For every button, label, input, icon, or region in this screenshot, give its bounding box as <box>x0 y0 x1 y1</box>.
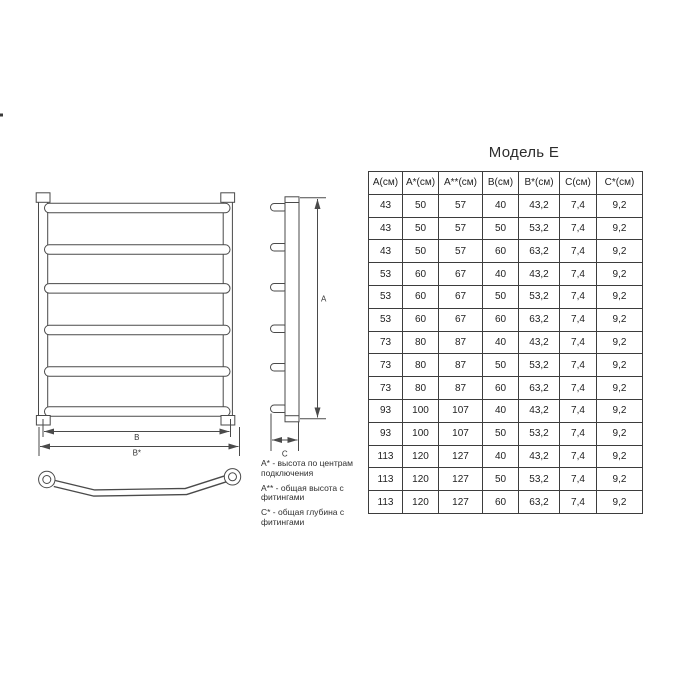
table-cell: 93 <box>369 399 403 422</box>
table-body <box>369 194 643 513</box>
table-cell: 7,4 <box>560 445 597 468</box>
table-cell: 7,4 <box>560 491 597 514</box>
table-cell: 43 <box>369 217 403 240</box>
rung <box>45 325 231 335</box>
front-rungs <box>45 203 231 416</box>
column-header-5: С(см) <box>560 172 597 195</box>
table-cell: 9,2 <box>597 263 643 286</box>
table-cell: 7,4 <box>560 354 597 377</box>
table-row <box>369 491 643 514</box>
dimension-label-b: В <box>134 433 140 442</box>
table-cell: 113 <box>369 445 403 468</box>
table-cell: 113 <box>369 491 403 514</box>
table-cell: 53 <box>369 308 403 331</box>
table-cell: 9,2 <box>597 194 643 217</box>
table-cell: 80 <box>403 377 439 400</box>
table-cell: 40 <box>483 331 519 354</box>
table-cell: 60 <box>403 285 439 308</box>
table-cell: 50 <box>483 354 519 377</box>
table-cell: 63,2 <box>519 377 560 400</box>
table-cell: 60 <box>483 308 519 331</box>
table-cell: 60 <box>483 240 519 263</box>
table-cell: 63,2 <box>519 308 560 331</box>
table-cell: 9,2 <box>597 377 643 400</box>
dimension-label-c: С <box>281 449 288 459</box>
table-cell: 100 <box>403 399 439 422</box>
table-cell: 127 <box>439 491 483 514</box>
scan-artifact <box>0 114 3 117</box>
curved-rung-top-view <box>39 469 241 493</box>
table-cell: 7,4 <box>560 308 597 331</box>
rung <box>45 367 231 377</box>
right-fitting-ring <box>224 469 240 485</box>
dimensions-table <box>368 171 643 514</box>
table-header-row <box>369 172 643 195</box>
table-cell: 40 <box>483 194 519 217</box>
table-cell: 43,2 <box>519 263 560 286</box>
table-cell: 50 <box>403 194 439 217</box>
dimension-label-b-star: В* <box>132 448 142 458</box>
table-cell: 9,2 <box>597 468 643 491</box>
table-row <box>369 263 643 286</box>
rung <box>45 284 231 294</box>
table-cell: 9,2 <box>597 445 643 468</box>
table-cell: 93 <box>369 422 403 445</box>
table-cell: 9,2 <box>597 240 643 263</box>
table-row <box>369 308 643 331</box>
table-cell: 127 <box>439 445 483 468</box>
table-cell: 43,2 <box>519 445 560 468</box>
column-header-3: В(см) <box>483 172 519 195</box>
table-cell: 9,2 <box>597 399 643 422</box>
table-cell: 7,4 <box>560 422 597 445</box>
table-row <box>369 377 643 400</box>
dimension-b <box>43 419 231 442</box>
rung <box>45 245 231 255</box>
table-cell: 40 <box>483 445 519 468</box>
legend-item-a-double-star: А** - общая высота с фитингами <box>261 482 344 503</box>
front-left-post <box>39 200 48 417</box>
table-cell: 80 <box>403 354 439 377</box>
column-header-4: В*(см) <box>519 172 560 195</box>
legend-item-c-star: С* - общая глубина с фитингами <box>261 507 345 527</box>
table-cell: 120 <box>403 468 439 491</box>
table-cell: 7,4 <box>560 377 597 400</box>
table-row <box>369 445 643 468</box>
table-cell: 43,2 <box>519 331 560 354</box>
table-cell: 53,2 <box>519 354 560 377</box>
table-cell: 67 <box>439 308 483 331</box>
table-row <box>369 194 643 217</box>
table-cell: 7,4 <box>560 331 597 354</box>
table-cell: 50 <box>483 217 519 240</box>
table-cell: 7,4 <box>560 240 597 263</box>
table-cell: 7,4 <box>560 399 597 422</box>
table-cell: 60 <box>483 491 519 514</box>
table-cell: 87 <box>439 377 483 400</box>
table-cell: 57 <box>439 217 483 240</box>
table-cell: 9,2 <box>597 285 643 308</box>
table-row <box>369 331 643 354</box>
table-cell: 63,2 <box>519 491 560 514</box>
page-title: Модель Е <box>488 144 560 161</box>
table-cell: 9,2 <box>597 354 643 377</box>
table-cell: 53,2 <box>519 468 560 491</box>
table-row <box>369 399 643 422</box>
table-row <box>369 217 643 240</box>
column-header-0: А(см) <box>369 172 403 195</box>
column-header-1: А*(см) <box>403 172 439 195</box>
side-post <box>285 197 299 422</box>
table-cell: 100 <box>403 422 439 445</box>
table-cell: 40 <box>483 263 519 286</box>
table-cell: 50 <box>483 422 519 445</box>
table-row <box>369 354 643 377</box>
table-cell: 73 <box>369 354 403 377</box>
legend-item-a-star: А* - высота по центрам подключения <box>261 458 354 478</box>
table-cell: 43,2 <box>519 194 560 217</box>
table-cell: 53,2 <box>519 285 560 308</box>
table-cell: 127 <box>439 468 483 491</box>
table-cell: 9,2 <box>597 217 643 240</box>
table-cell: 73 <box>369 377 403 400</box>
front-left-post-cap <box>36 193 50 203</box>
column-header-6: С*(см) <box>597 172 643 195</box>
table-cell: 9,2 <box>597 331 643 354</box>
table-cell: 107 <box>439 399 483 422</box>
table-row <box>369 285 643 308</box>
front-right-post-foot <box>221 416 235 426</box>
table-cell: 120 <box>403 445 439 468</box>
table-cell: 87 <box>439 354 483 377</box>
table-cell: 9,2 <box>597 308 643 331</box>
table-cell: 7,4 <box>560 217 597 240</box>
table-cell: 53 <box>369 285 403 308</box>
dimension-label-a: А <box>321 294 327 304</box>
table-cell: 43 <box>369 240 403 263</box>
table-cell: 7,4 <box>560 263 597 286</box>
table-cell: 9,2 <box>597 491 643 514</box>
table-cell: 67 <box>439 263 483 286</box>
table-cell: 60 <box>483 377 519 400</box>
table-cell: 120 <box>403 491 439 514</box>
front-right-post <box>223 200 232 417</box>
table-cell: 43,2 <box>519 399 560 422</box>
table-cell: 107 <box>439 422 483 445</box>
legend <box>261 459 364 533</box>
column-header-2: А**(см) <box>439 172 483 195</box>
table-cell: 50 <box>403 240 439 263</box>
table-cell: 63,2 <box>519 240 560 263</box>
front-view <box>36 193 241 493</box>
left-fitting-ring <box>39 471 55 487</box>
table-cell: 50 <box>483 285 519 308</box>
table-cell: 113 <box>369 468 403 491</box>
table-cell: 87 <box>439 331 483 354</box>
table-cell: 60 <box>403 263 439 286</box>
table-cell: 67 <box>439 285 483 308</box>
table-cell: 9,2 <box>597 422 643 445</box>
table-cell: 53,2 <box>519 422 560 445</box>
table-cell: 73 <box>369 331 403 354</box>
table-cell: 7,4 <box>560 285 597 308</box>
table-cell: 57 <box>439 194 483 217</box>
table-cell: 40 <box>483 399 519 422</box>
table-row <box>369 240 643 263</box>
table-row <box>369 468 643 491</box>
front-right-post-cap <box>221 193 235 203</box>
table-cell: 53 <box>369 263 403 286</box>
table-cell: 80 <box>403 331 439 354</box>
table-cell: 60 <box>403 308 439 331</box>
dimension-a <box>300 198 327 419</box>
rung <box>45 203 231 213</box>
table-cell: 57 <box>439 240 483 263</box>
side-view <box>271 197 328 459</box>
table-row <box>369 422 643 445</box>
table-cell: 50 <box>403 217 439 240</box>
table-cell: 50 <box>483 468 519 491</box>
table-cell: 43 <box>369 194 403 217</box>
table-cell: 7,4 <box>560 468 597 491</box>
table-cell: 7,4 <box>560 194 597 217</box>
table-cell: 53,2 <box>519 217 560 240</box>
rung <box>45 407 231 417</box>
